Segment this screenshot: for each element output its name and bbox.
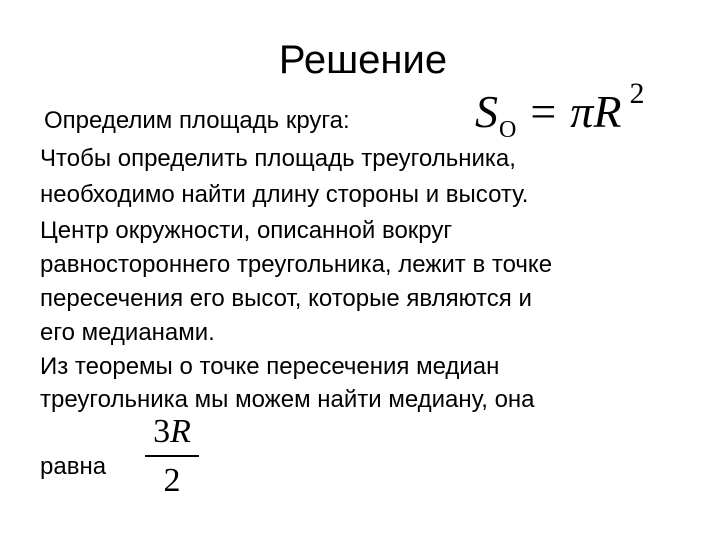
text-line-9: треугольника мы можем найти медиану, она (40, 386, 535, 413)
fraction-numerator (145, 412, 199, 452)
slide-title: Решение (278, 38, 448, 82)
text-line-6: пересечения его высот, которые являются и (40, 285, 532, 312)
formula-s: S (475, 86, 498, 137)
formula-s-subscript: O (499, 117, 517, 143)
formula-equals: = (530, 86, 557, 137)
formula-pi: π (570, 86, 594, 137)
text-line-5: равностороннего треугольника, лежит в точке (40, 251, 553, 278)
median-fraction (145, 412, 199, 501)
fraction-bar (145, 455, 199, 457)
text-line-4: Центр окружности, описанной вокруг (40, 217, 453, 244)
formula-exponent: 2 (629, 77, 645, 110)
text-line-8: Из теоремы о точке пересечения медиан (40, 353, 500, 380)
text-line-10: равна (40, 453, 107, 480)
fraction-denominator: 2 (163, 462, 181, 499)
numerator-coefficient: 3 (153, 413, 171, 450)
numerator-variable: R (170, 413, 191, 450)
text-line-2: Чтобы определить площадь треугольника, (40, 145, 516, 172)
formula-r: R (593, 86, 622, 137)
text-line-3: необходимо найти длину стороны и высоту. (40, 181, 529, 208)
text-line-1: Определим площадь круга: (44, 107, 350, 134)
text-line-7: его медианами. (40, 319, 215, 346)
circle-area-formula (475, 77, 645, 148)
